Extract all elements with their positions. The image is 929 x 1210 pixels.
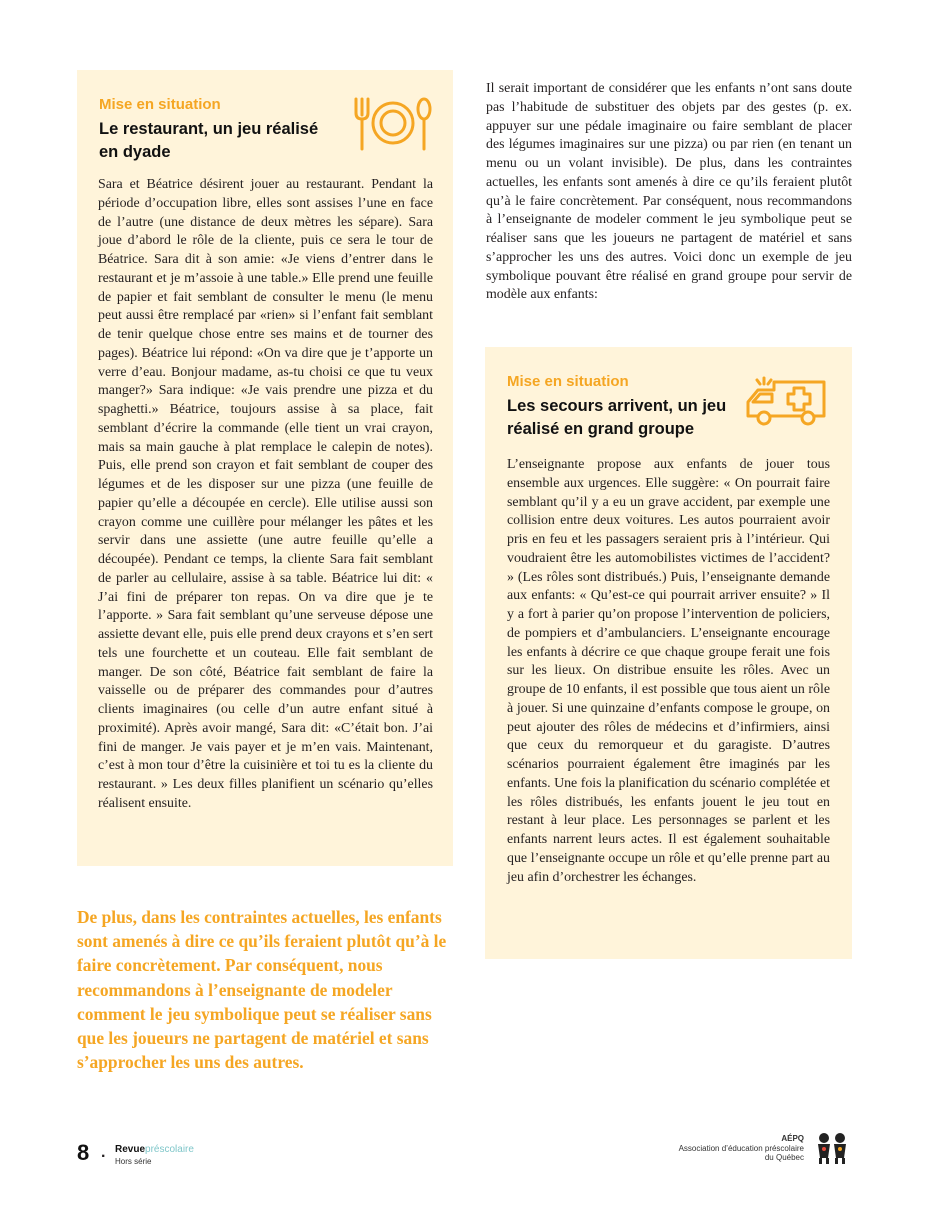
footer-dot: .: [101, 1144, 106, 1161]
box1-body: Sara et Béatrice désirent jouer au restaurant. Pendant la période d’occupation libre, elles sont assises l’une en face de l’autre (une distance de deux mètres les sépare). Sara joue d’abord le rôle de la cliente, puis ce sera le tour de Béatrice. Sara dit à son amie: «Je viens d’entrer dans le restaurant et je m’assoie à une table.» Elle prend une feuille de papier et fait semblant de consulter le menu (le menu peut aussi être remplacé par «rien» si l’enfant fait semblant de tenir quelque chose entre ses mains et de tourner des pages). Béatrice lui répond: «On va dire que je t’apporte un verre d’eau. Bonjour madame, as-tu choisi ce que tu veux manger?» Sara indique: «Je vais prendre une pizza et du spaghetti.» Béatrice, toujours assise à sa place, fait semblant d’écrire la commande (elle tient un vrai crayon, mais sa main gauche à plat remplace le calepin de notes). Puis, elle prend son crayon et fait semblant de couper des légumes et de les disposer sur une pizza (une feuille de papier qu’elle a découpée en cercle). Elle utilise aussi son crayon comme une cuillère pour mélanger les pâtes et les servir dans une assiette (une autre feuille qu’elle a découpée). Pendant ce temps, la cliente Sara fait semblant de parler au cellulaire, assise à sa table. Béatrice lui dit: « J’ai fini de préparer ton repas. On va dire que je te l’apporte. » Sara fait semblant qu’une serveuse dépose une assiette devant elle, puis elle prend deux crayons et s’en sert tels une fourchette et un couteau. Elle fait semblant de manger. De son côté, Béatrice fait semblant de faire la vaisselle ou de préparer des commandes pour d’autres clients imaginaires (ou celle d’un autre enfant situé à proximité). Après avoir mangé, Sara dit: «C’était bon. J’ai fini de manger. Je vais payer et je m’en vais. Maintenant, c’est à mon tour d’être la cuisinière et toi tu es la cliente du restaurant. » Les deux filles planifient un scénario qu’elles réalisent ensuite.: [98, 177, 433, 811]
box1-heading-line2: en dyade: [99, 143, 171, 161]
pull-quote: De plus, dans les contraintes actuelles, les enfants sont amenés à dire ce qu’ils feraient plutôt qu’à le faire concrètement. Par conséquent, nous recommandons à l’enseignante de modeler comment le jeu symbolique peut se réaliser sans que les joueurs ne partagent de matériel et sans s’approcher les uns des autres.: [77, 907, 447, 1073]
hors-serie-label: Hors série: [115, 1157, 152, 1166]
right-column-text: Il serait important de considérer que les enfants n’ont sans doute pas l’habitude de substituer des objets par des gestes (p. ex. appuyer sur une pédale imaginaire ou faire semblant de placer des légumes imaginaires sur une pizza) ou par rien (en tenant un menu ou un volant invisible). De plus, dans les contraintes actuelles, les enfants sont amenés à dire ce qu’ils feraient plutôt qu’à le faire concrètement. Par conséquent, nous recommandons à l’enseignante de modeler comment le jeu symbolique peut se réaliser sans que les joueurs ne partagent de matériel et sans s’approcher les uns des autres. Voici donc un exemple de jeu symbolique pouvant être réalisé en grand groupe pour servir de modèle aux enfants:: [486, 81, 852, 303]
box2-heading-line2: réalisé en grand groupe: [507, 420, 695, 438]
ambulance-icon: [744, 376, 828, 428]
tableware-icon: [352, 95, 434, 153]
aepq-title: AÉPQ: [781, 1134, 804, 1143]
aepq-line1: Association d’éducation préscolaire: [678, 1143, 804, 1153]
box1-kicker: Mise en situation: [99, 96, 221, 113]
box2-body: L’enseignante propose aux enfants de jouer tous ensemble aux urgences. Elle suggère: « On pourrait faire semblant qu’il y a eu un grave accident, par exemple une collision entre deux voitures. Les autos pourraient avoir pris en feu et les passagers seraient pris à l’intérieur. Qui voudraient être les automobilistes victimes de l’accident? » (Les rôles sont distribués.) Puis, l’enseignante demande aux enfants: « Qu’est-ce qui pourrait arriver ensuite? » Il y a fort à parier qu’on propose l’intervention de policiers, de pompiers et d’ambulanciers. L’enseignante encourage les enfants à décrire ce que chaque groupe ferait une fois sur les lieux. On distribue ensuite les rôles. Avec un groupe de 10 enfants, il est possible que tous aient un rôle à jouer. Si une quinzaine d’enfants compose le groupe, on peut ajouter des rôles de médecins et d’infirmiers, ainsi que ceux du remorqueur et du garagiste. D’autres scénarios pourraient également être imaginés par les enfants. Une fois la planification du scénario complétée et les rôles distribués, les enfants jouent le jeu tout en restant à leur place. Les personnages se parlent et les enfants narrent leurs actes. Il est également souhaitable que l’enseignante occupe un rôle et qu’elle prenne part au jeu afin d’orchestrer les échanges.: [507, 457, 830, 885]
revue-logo: Revuepréscolaire: [115, 1144, 194, 1155]
box2-kicker: Mise en situation: [507, 373, 629, 390]
box2-heading: [507, 395, 726, 441]
aepq-credit: [679, 1134, 804, 1163]
aepq-logo-icon: [812, 1130, 852, 1166]
box2-heading-line1: Les secours arrivent, un jeu: [507, 397, 727, 415]
aepq-line2: du Québec: [764, 1153, 804, 1162]
box1-heading-line1: Le restaurant, un jeu réalisé: [99, 120, 319, 138]
page-number: 8: [77, 1140, 90, 1165]
box1-heading: [99, 118, 318, 164]
